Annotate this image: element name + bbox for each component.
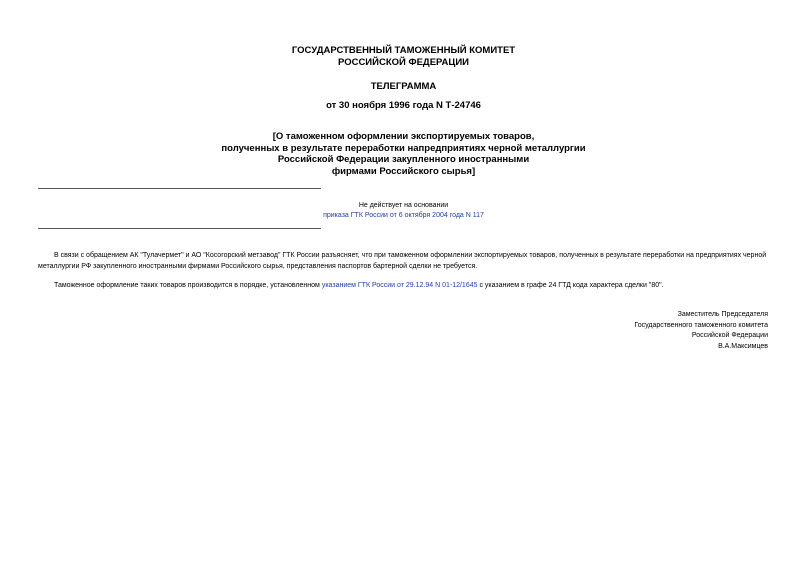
signature-line-3: Российской Федерации	[691, 332, 768, 339]
body-paragraph-1-text: В связи с обращением АК "Тулачермет" и АО "Косогорский метзавод" ГТК России разъясняет, что при таможенном оформлении экспортируемых товаров, полученных в результате переработки на предприятиях черной металлургии РФ закупленного иностранными фирмами Российского сырья, представления паспортов бартерной сделки не требуется.	[38, 252, 767, 270]
status-note-link-row	[0, 211, 807, 221]
issuer-line-2: РОССИЙСКОЙ ФЕДЕРАЦИИ	[337, 57, 469, 68]
issuer-heading	[0, 45, 807, 69]
divider-top	[38, 188, 321, 189]
body-paragraph-2-text-before: Таможенное оформление таких товаров производится в порядке, установленном	[54, 282, 322, 289]
body-paragraph-1	[38, 250, 772, 272]
subject-line-4: фирмами Российского сырья]	[331, 165, 476, 177]
subject-line-2: полученных в результате переработки напредприятиях черной металлургии	[221, 142, 586, 154]
signature-block	[508, 310, 768, 352]
body-paragraph-2-text-after: с указанием в графе 24 ГТД кода характера сделки "80".	[477, 282, 664, 289]
issuer-line-1: ГОСУДАРСТВЕННЫЙ ТАМОЖЕННЫЙ КОМИТЕТ	[291, 45, 516, 56]
subject-line-1: [О таможенном оформлении экспортируемых товаров,	[272, 131, 535, 142]
instruction-link[interactable]: указанием ГТК России от 29.12.94 N 01-12/1645	[321, 282, 478, 289]
document-subject	[0, 131, 807, 177]
signature-line-2: Государственного таможенного комитета	[634, 321, 768, 329]
status-note-text: Не действует на основании	[358, 202, 449, 209]
signature-name: В.А.Максимцев	[718, 342, 768, 350]
divider-bottom	[38, 228, 321, 229]
subject-line-3: Российской Федерации закупленного иностранными	[277, 154, 530, 165]
status-note-link[interactable]: приказа ГТК России от 6 октября 2004 года N 117	[323, 212, 484, 219]
document-date: от 30 ноября 1996 года N Т-24746	[326, 100, 481, 111]
signature-line-1: Заместитель Председателя	[677, 311, 768, 318]
body-paragraph-2	[38, 280, 772, 291]
document-type: ТЕЛЕГРАММА	[370, 81, 437, 92]
